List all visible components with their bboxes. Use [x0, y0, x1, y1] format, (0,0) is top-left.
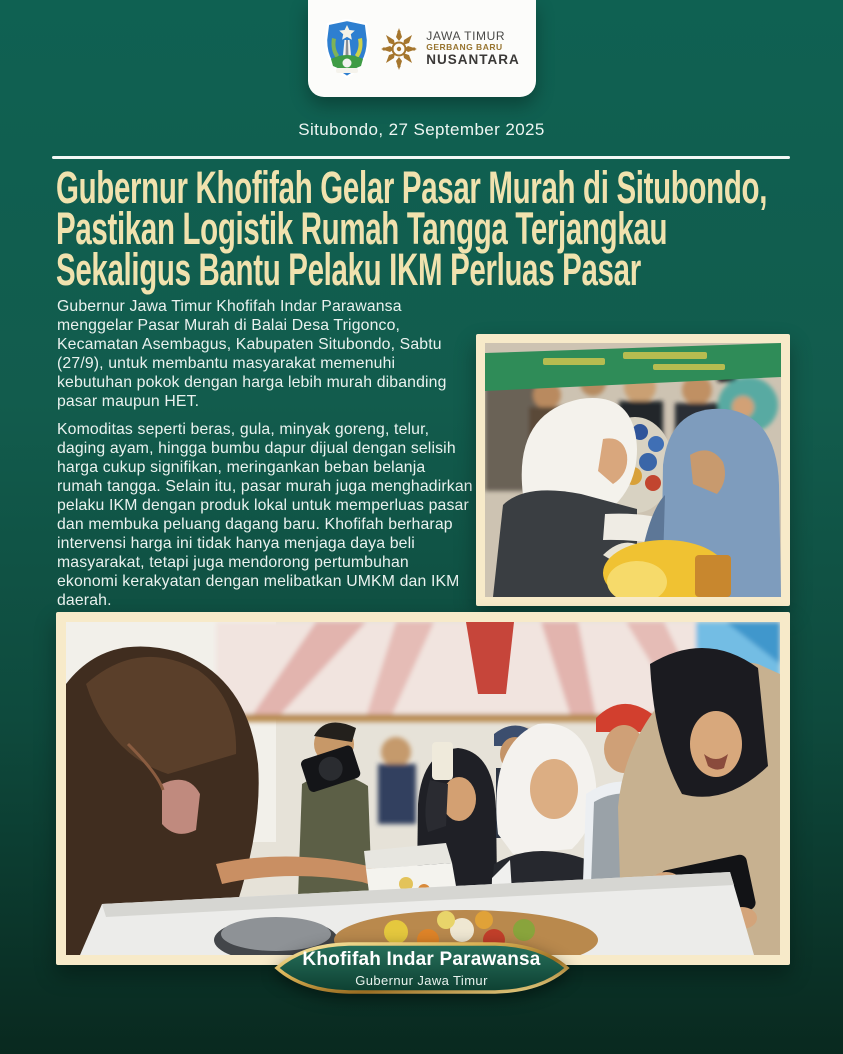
headline-line-3: Sekaligus Bantu Pelaku IKM Perluas Pasar	[56, 244, 641, 295]
header-logo-card	[308, 0, 536, 97]
article-body	[57, 298, 473, 621]
headline-line-2: Pastikan Logistik Rumah Tangga Terjangkau	[56, 203, 668, 254]
brand-line-gerbang-baru: GERBANG BARU	[426, 42, 503, 53]
gerbang-baru-nusantara-logo	[379, 27, 520, 71]
governor-name-badge	[269, 939, 575, 997]
body-paragraph-2: Komoditas seperti beras, gula, minyak goreng, telur, daging ayam, hingga bumbu dapur dijual dengan selisih harga cukup signifikan, meringankan beban belanja rumah tangga. Selain itu, pasar murah juga menghadirkan pelaku IKM dengan produk lokal untuk memperluas pasar dan membuka peluang dagang baru. Khofifah berharap intervensi harga ini tidak hanya menjaga daya beli masyarakat, tetapi juga mendorong pertumbuhan ekonomi kerakyatan dengan melibatkan UMKM dan IKM daerah.	[57, 421, 473, 609]
badge-name: Khofifah Indar Parawansa	[302, 949, 541, 971]
badge-title: Gubernur Jawa Timur	[355, 972, 488, 988]
brand-line-jawa-timur: JAWA TIMUR	[426, 28, 506, 43]
east-java-provincial-seal-icon	[324, 18, 370, 80]
headline-line-1: Gubernur Khofifah Gelar Pasar Murah di Situbondo,	[56, 162, 768, 213]
headline	[56, 162, 836, 295]
main-photo-pasar-murah-stall	[66, 622, 780, 955]
body-paragraph-1: Gubernur Jawa Timur Khofifah Indar Parawansa menggelar Pasar Murah di Balai Desa Trigonco, Kecamatan Asembagus, Kabupaten Situbondo, Sabtu (27/9), untuk membantu masyarakat memenuhi kebutuhan pokok dengan harga lebih murah dibanding pasar maupun HET.	[57, 298, 447, 410]
brand-line-nusantara: NUSANTARA	[426, 52, 520, 68]
inset-photo-khofifah-handing-groceries	[485, 343, 781, 597]
inset-photo-frame	[476, 334, 790, 606]
main-photo-frame	[56, 612, 790, 965]
divider-rule	[52, 156, 790, 159]
dateline: Situbondo, 27 September 2025	[298, 120, 545, 139]
gold-ornament-icon	[379, 27, 419, 71]
